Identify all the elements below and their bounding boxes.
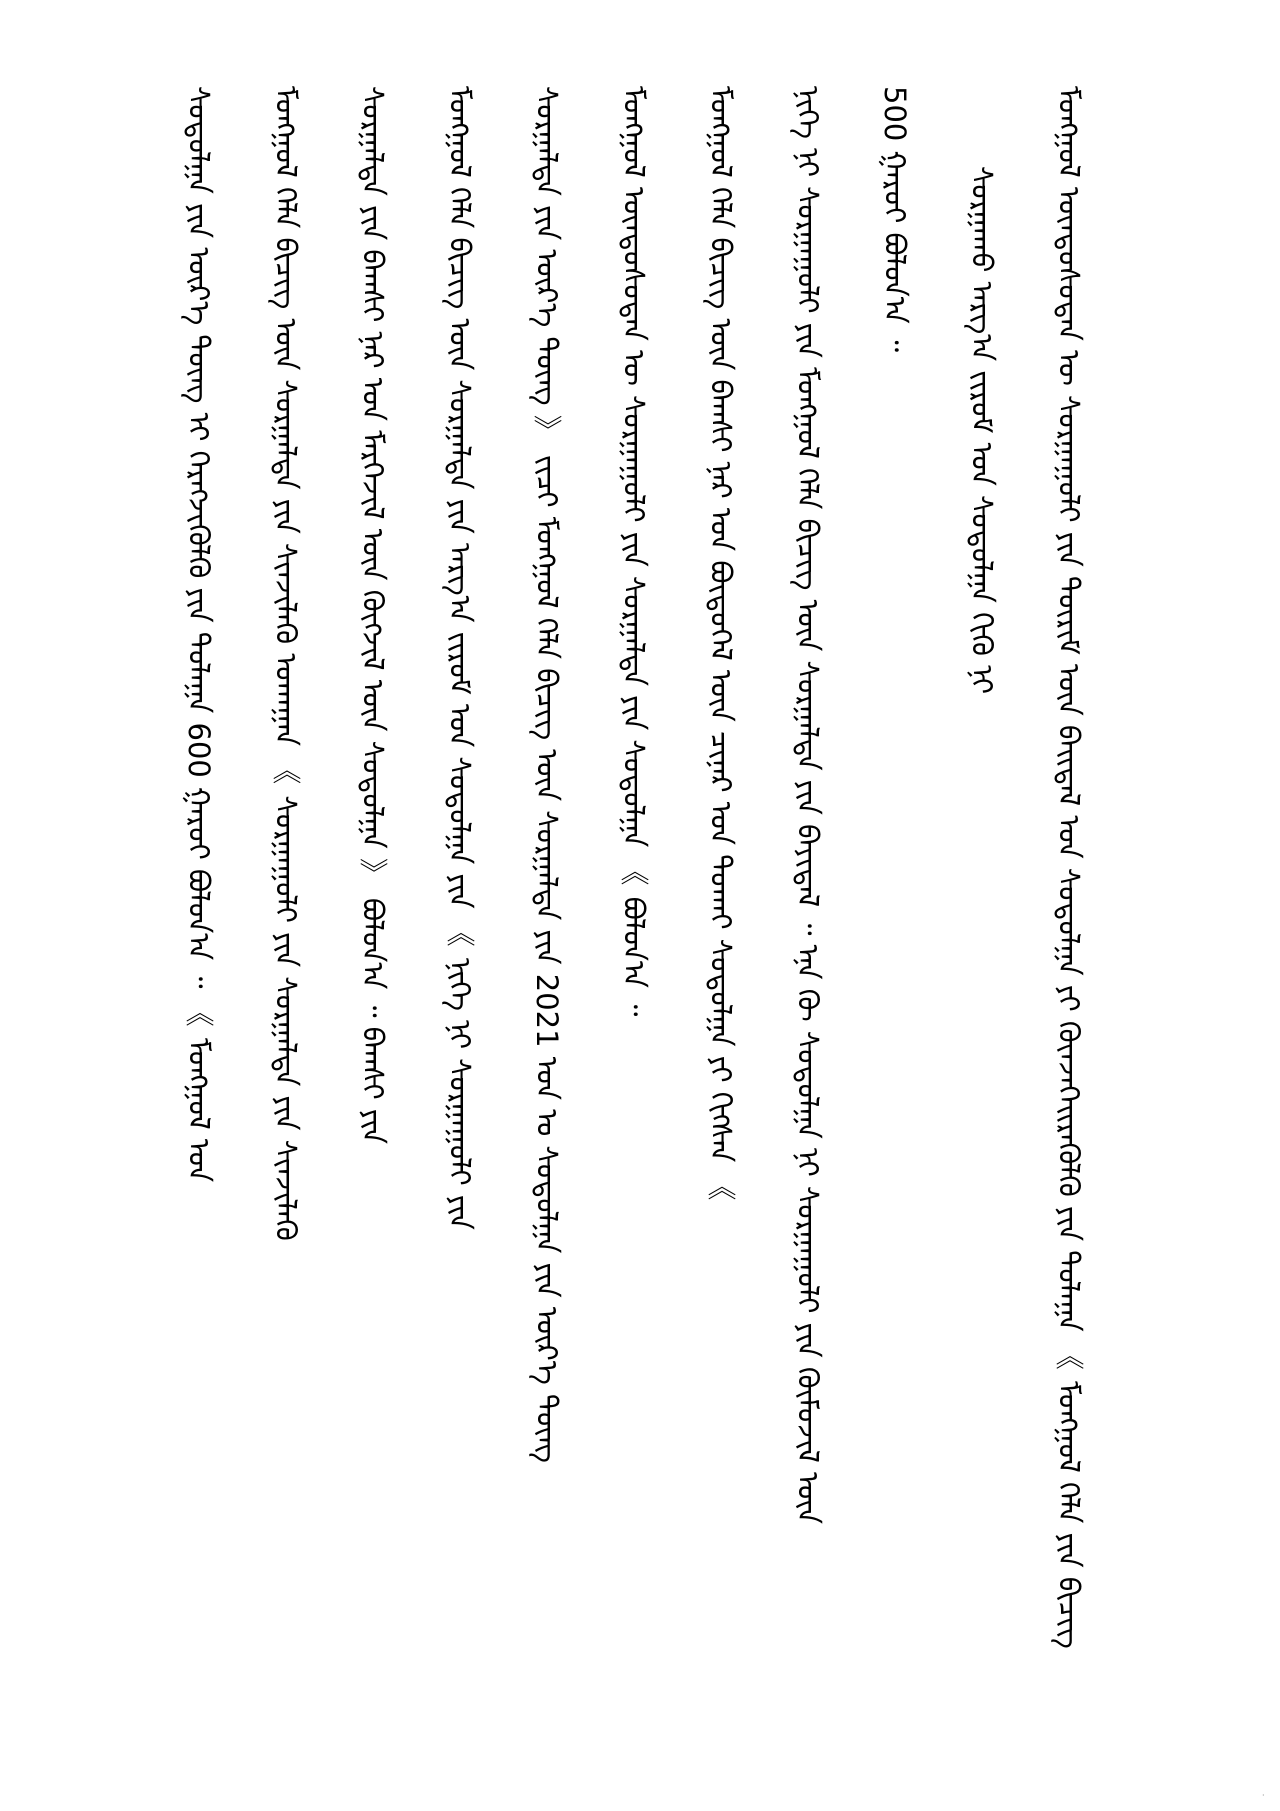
text-line: ᠮᠣᠩᠭᠣᠯ ᠦᠨᠳᠦᠰᠦᠲᠡᠨ ᠦ ᠰᠤᠷᠭᠠᠭᠤᠯᠢ ᠶᠢᠨ ᠰᠤᠷᠭᠠᠯᠲᠠ ᠶᠢᠨ ᠰᠤᠳᠤᠯᠭᠠ 《 ᠪᠣᠯᠤᠨ᠎ᠠ ᠃	[617, 86, 651, 1017]
page-corner-mark: ·	[1262, 1791, 1265, 1800]
text-line: ᠰᠤᠷᠭᠠᠯᠲᠠ ᠶᠢᠨ ᠪᠠᠭᠰᠢ ᠨᠠᠷ ᠤᠨ ᠮᠡᠷᠭᠡᠵᠢᠯ ᠦᠨ ᠬᠥᠭᠵᠢᠯ ᠦᠨ ᠰᠤᠳᠤᠯᠭᠠ 》 ᠪᠣᠯᠤᠨ᠎ᠠ ᠃ ᠪᠠᠭᠰᠢ ᠶᠢᠨ	[356, 86, 390, 1144]
text-line: ᠰᠤᠳᠤᠯᠭᠠ ᠶᠢᠨ ᠦᠷ᠎ᠡ ᠳᠦᠩ ᠢ ᠬᠡᠷᠡᠭᠵᠢᠭᠦᠯᠬᠦ ᠶᠢᠨ ᠲᠤᠯᠠᠭᠠ 600 ᠭᠠᠷᠤᠢ ᠪᠣᠯᠤᠨ᠎ᠠ ᠃ 《 ᠮᠣᠩᠭᠣᠯ ᠤᠨ	[182, 86, 216, 1183]
text-line: ᠮᠣᠩᠭᠣᠯ ᠬᠡᠯᠡ ᠪᠢᠴᠢᠭ ᠦᠨ ᠰᠤᠷᠭᠠᠯᠲᠠ ᠶᠢᠨ ᠠᠷᠭ᠎ᠠ ᠵᠢᠷᠤᠮ ᠤᠨ ᠰᠤᠳᠤᠯᠭᠠ ᠶᠢᠨ 《 ᠨᠢᠭᠡ ᠨᠢ ᠰᠤᠷᠭᠠᠭᠤᠯᠢ ᠶᠢᠨ	[443, 86, 477, 1230]
text-line: ᠨᠢᠭᠡ ᠨᠢ ᠰᠤᠷᠭᠠᠭᠤᠯᠢ ᠶᠢᠨ ᠮᠣᠩᠭᠣᠯ ᠬᠡᠯᠡ ᠪᠢᠴᠢᠭ ᠦᠨ ᠰᠤᠷᠭᠠᠯᠲᠠ ᠶᠢᠨ ᠪᠠᠶᠢᠳᠠᠯ ᠃ ᠡᠨᠡ ᠬᠦ ᠰᠤᠳᠤᠯᠭᠠ ᠨᠢ ᠰᠤᠷᠭᠠᠭᠤᠯᠢ ᠶᠢᠨ ᠬᠥᠮᠦᠵᠢᠯ ᠦᠨ	[791, 86, 825, 1524]
text-line: ᠮᠣᠩᠭᠣᠯ ᠬᠡᠯᠡ ᠪᠢᠴᠢᠭ ᠦᠨ ᠪᠠᠭᠰᠢ ᠨᠠᠷ ᠤᠨ ᠪᠦᠲᠦᠭᠡᠯ ᠦᠨ ᠴᠢᠨᠠᠷ ᠤᠨ ᠲᠤᠬᠠᠢ ᠰᠤᠳᠤᠯᠭᠠ ᠶᠢ ᠬᠢᠭᠰᠡᠨ 《	[704, 86, 738, 1202]
text-line: ᠮᠣᠩᠭᠣᠯ ᠬᠡᠯᠡ ᠪᠢᠴᠢᠭ ᠦᠨ ᠰᠤᠷᠭᠠᠯᠲᠠ ᠶᠢᠨ ᠰᠢᠨᠵᠢᠯᠡᠬᠦ ᠤᠬᠠᠭᠠᠨ 《 ᠰᠤᠷᠭᠠᠭᠤᠯᠢ ᠶᠢᠨ ᠰᠤᠷᠭᠠᠯᠲᠠ ᠶᠢᠨ ᠰᠢᠨᠵᠢᠯᠡᠬᠦ	[269, 86, 303, 1241]
text-line: ᠰᠤᠷᠭᠠᠬᠤ ᠠᠷᠭ᠎ᠠ ᠵᠢᠷᠤᠮ ᠤᠨ ᠰᠤᠳᠤᠯᠭᠠ ᠬᠢᠬᠦ ᠨᠢ	[965, 166, 999, 695]
text-line: ᠮᠣᠩᠭᠣᠯ ᠦᠨᠳᠦᠰᠦᠲᠡᠨ ᠦ ᠰᠤᠷᠭᠠᠭᠤᠯᠢ ᠶᠢᠨ ᠳᠦᠷᠢᠮ ᠦᠨ ᠪᠠᠢᠳᠠᠯ ᠤᠨ ᠰᠤᠳᠤᠯᠭᠠ ᠶᠢ ᠭᠦᠨᠵᠡᠭᠡᠢᠷᠡᠭᠦᠯᠬᠦ ᠶᠢᠨ ᠲᠤᠯᠠᠭᠠ 《 ᠮᠣᠩᠭᠣᠯ ᠬᠡᠯᠡ ᠶᠢᠨ ᠪᠢᠴᠢᠭ	[1052, 86, 1086, 1649]
text-line: 500 ᠭᠠᠷᠤᠢ ᠪᠣᠯᠤᠨ᠎ᠠ ᠃	[878, 86, 912, 353]
rotated-text-block	[133, 86, 1090, 1786]
text-line: ᠰᠤᠷᠭᠠᠯᠲᠠ ᠶᠢᠨ ᠦᠷ᠎ᠡ ᠳᠦᠩ 》 ᠵᠢᠴᠢ ᠮᠣᠩᠭᠣᠯ ᠬᠡᠯᠡ ᠪᠢᠴᠢᠭ ᠦᠨ ᠰᠤᠷᠭᠠᠯᠲᠠ ᠶᠢᠨ 2021 ᠣᠨ ᠤ ᠰᠤᠳᠤᠯᠭᠠ ᠶᠢᠨ ᠦᠷ᠎ᠡ ᠳᠦᠩ	[530, 86, 564, 1463]
